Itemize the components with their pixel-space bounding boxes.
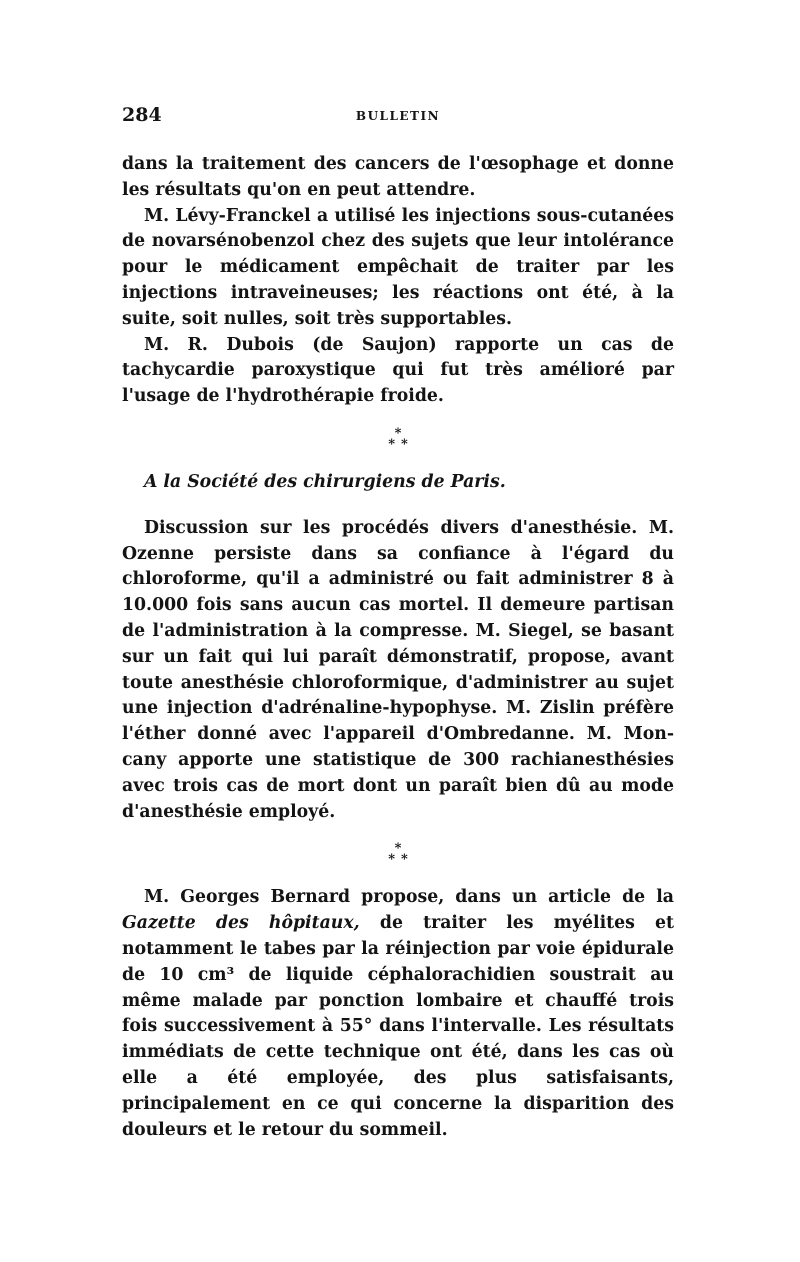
asterism-top: *	[394, 841, 402, 857]
paragraph-levy-franckel: M. Lévy-Franckel a utilisé les injections sous-cutanées de novarsénobenzol chez des sujets que leur intolérance pour le médicament empêchait de traiter par les injections intraveineuses; les réactions ont été, à la suite, soit nulles, soit très supportables.	[122, 205, 674, 329]
journal-citation: Gazette des hôpitaux,	[122, 913, 360, 934]
page-number: 284	[122, 104, 162, 126]
section-heading: A la Société des chirurgiens de Paris.	[144, 471, 506, 492]
body-text	[122, 152, 674, 1143]
asterism-top: *	[394, 425, 402, 441]
journal-title: BULLETIN	[355, 109, 441, 123]
paragraph-1: dans la traitement des cancers de l'œsophage et donne les résultats qu'on en peut attendre.	[122, 154, 674, 200]
paragraph-text-after: de traiter les myélites et notamment le tabes par la réinjection par voie épidurale de 10 cm³ de liquide céphalorachidien soustrait au même malade par ponction lombaire et chauffé trois fois successivement à 55° dans l'intervalle. Les résultats immédiats de cette technique ont été, dans les cas où elle a été employée, des plus satisfaisants, principalement en ce qui concerne la disparition des douleurs et le retour du sommeil.	[122, 913, 674, 1140]
paragraph-text-before: M. Georges Bernard propose, dans un article de la	[144, 887, 674, 908]
paragraph-anesthesia-discussion: Discussion sur les procédés divers d'anesthésie. M. Ozenne persiste dans sa confiance à l'égard du chloroforme, qu'il a administré ou fait administrer 8 à 10.000 fois sans aucun cas mortel. Il demeure partisan de l'administration à la compresse. M. Siegel, se basant sur un fait qui lui paraît démonstratif, propose, avant toute anesthésie chloroformique, d'administrer au sujet une injection d'adrénaline-hypophyse. M. Zislin préfère l'éther donné avec l'appareil d'Ombredanne. M. Moncany apporte une statistique de 300 rachianesthésies avec trois cas de mort dont un paraît bien dû au mode d'anesthésie employé.	[122, 517, 674, 822]
paragraph-dubois: M. R. Dubois (de Saujon) rapporte un cas de tachycardie paroxystique qui fut très amélioré par l'usage de l'hydrothérapie froide.	[122, 334, 674, 407]
running-head	[122, 104, 674, 128]
asterism-bottom: **	[388, 436, 414, 452]
asterism-divider-1	[122, 425, 674, 452]
paragraph-georges-bernard	[122, 885, 674, 1143]
asterism-bottom: **	[388, 852, 414, 868]
asterism-divider-2	[122, 841, 674, 868]
